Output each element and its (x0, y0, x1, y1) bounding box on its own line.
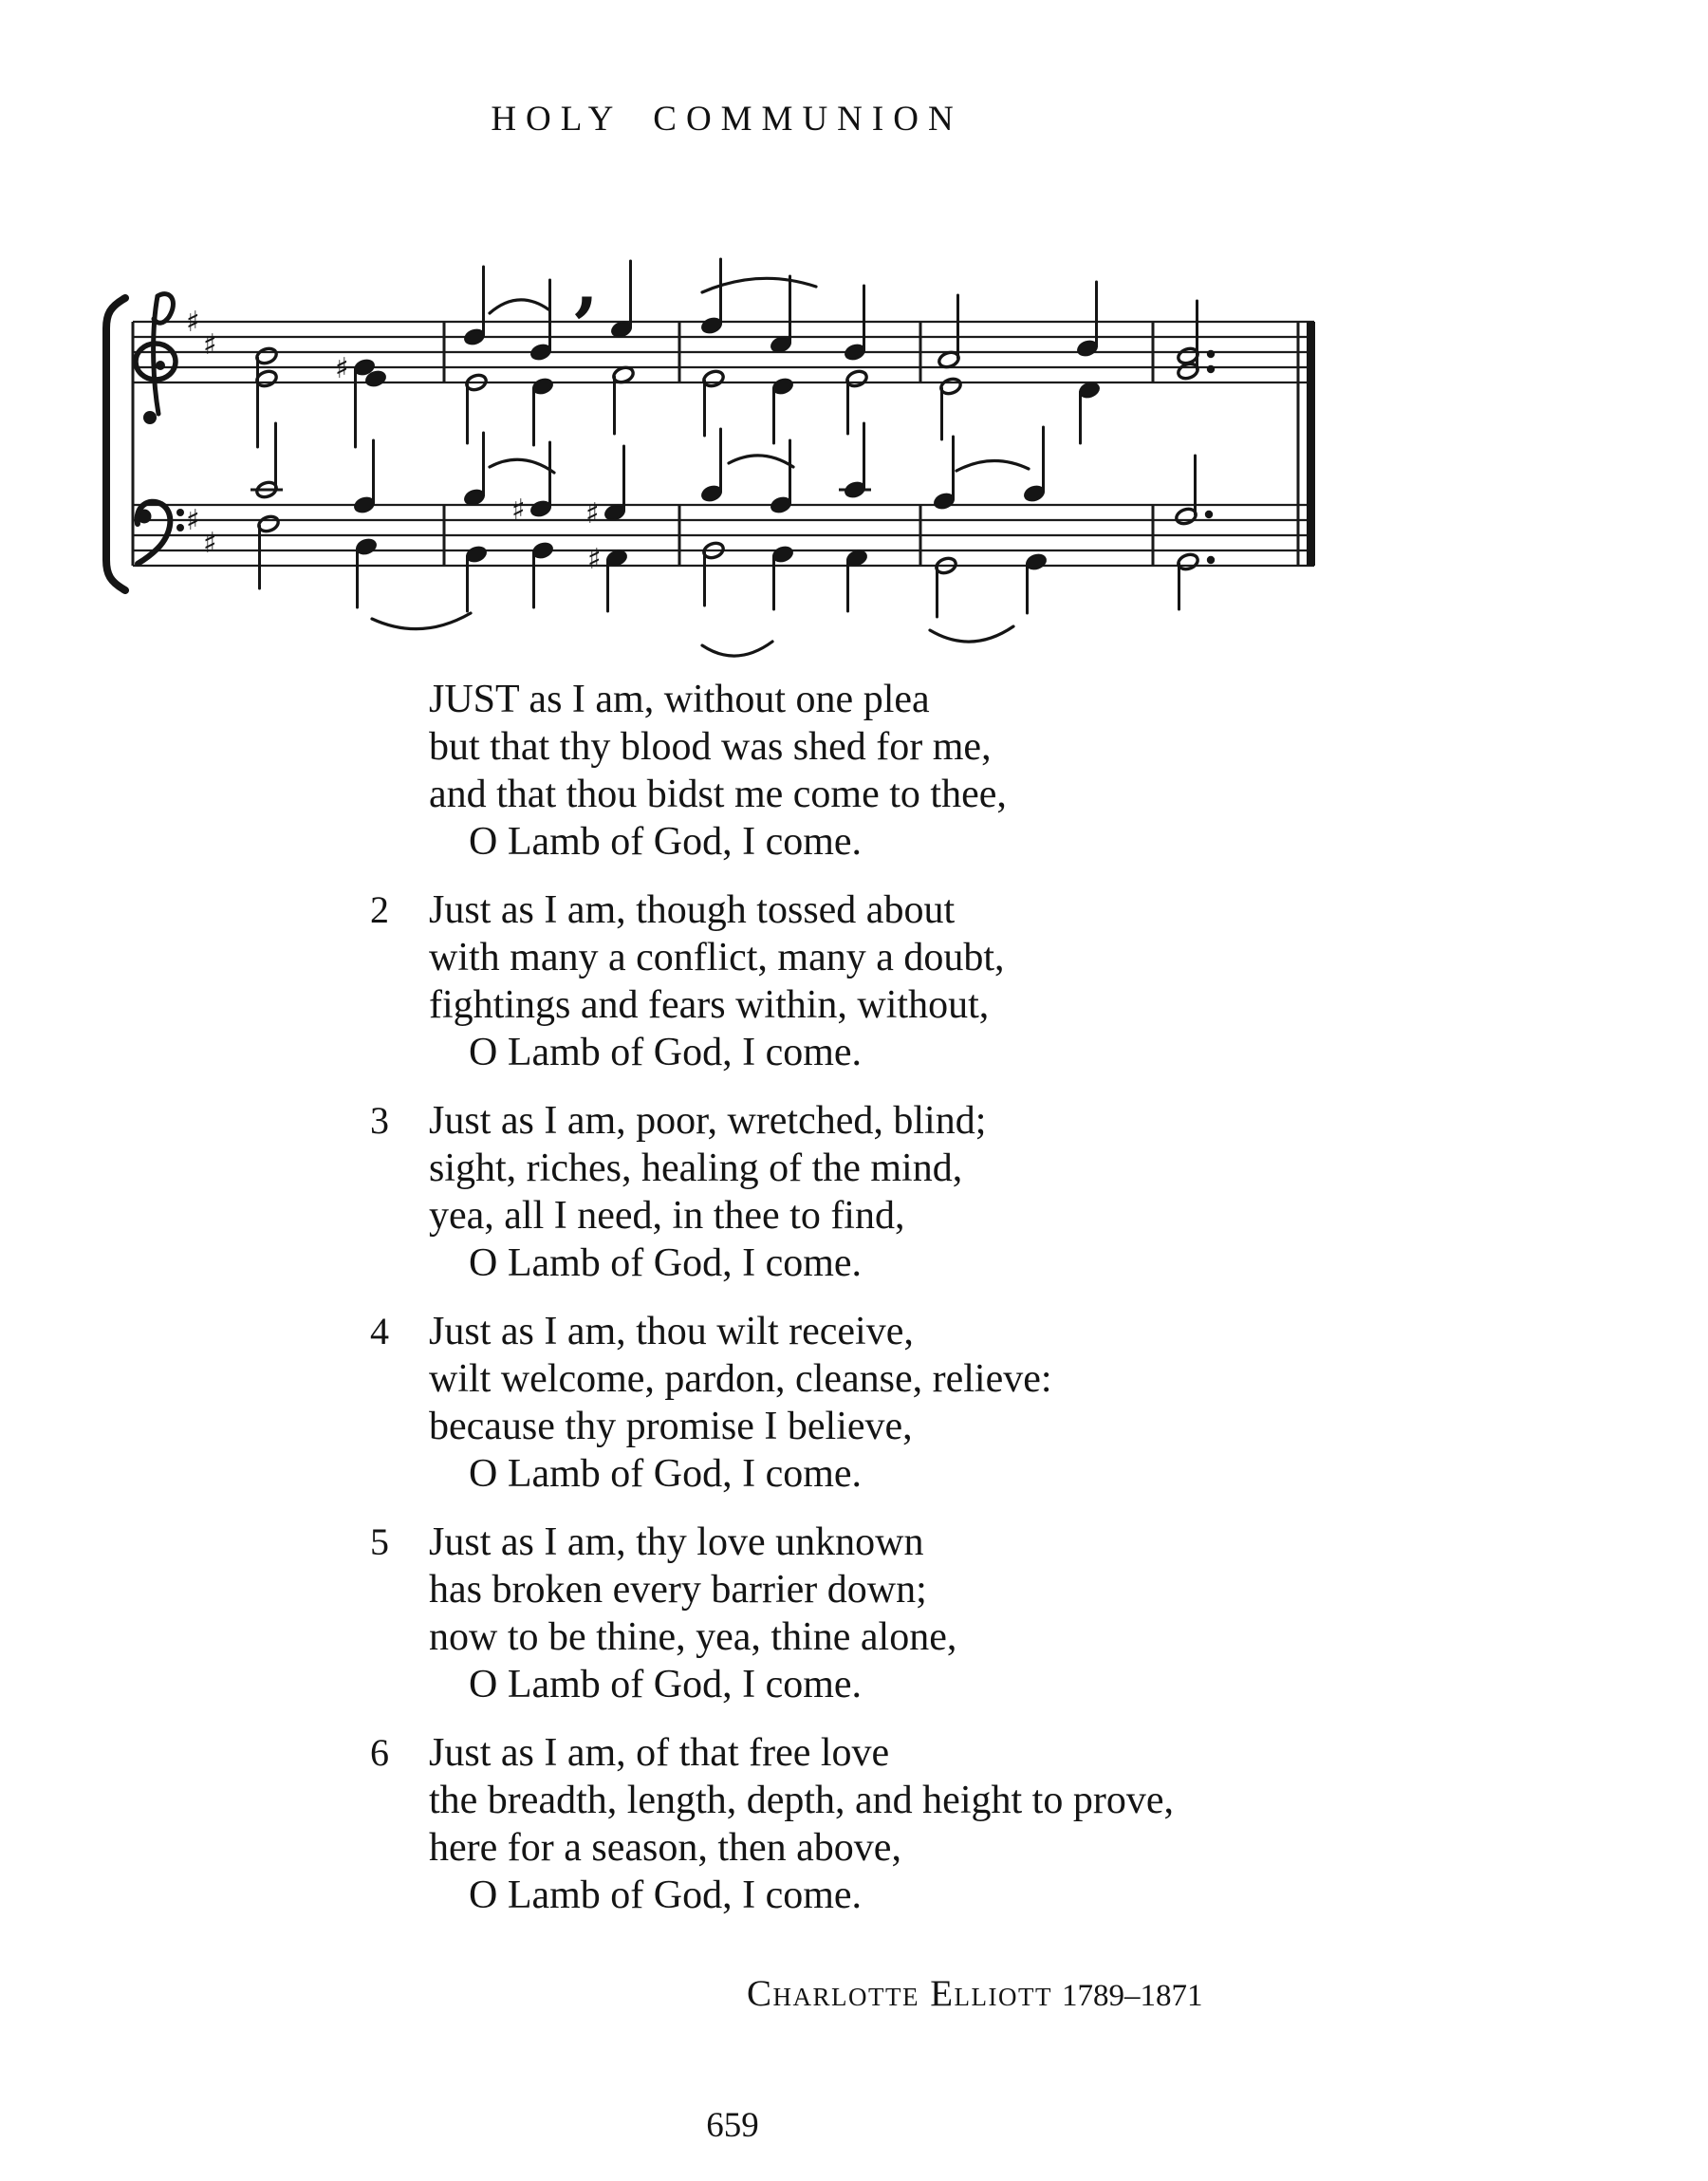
verse-line: wilt welcome, pardon, cleanse, relieve: (429, 1357, 1052, 1401)
note-event (531, 377, 555, 445)
open-notehead (255, 480, 279, 500)
refrain-line: O Lamb of God, I come. (469, 1031, 863, 1074)
filled-notehead (771, 377, 795, 397)
note-event (770, 276, 793, 354)
note-event (770, 440, 793, 514)
verse-line: Just as I am, thou wilt receive, (429, 1310, 914, 1353)
slur (490, 459, 554, 473)
note-event (935, 556, 958, 617)
filled-notehead (700, 316, 724, 336)
augmentation-dot (1207, 350, 1215, 358)
verse-number: 4 (370, 1310, 389, 1352)
note-event (839, 423, 871, 499)
page-number: 659 (706, 2106, 759, 2145)
final-barline-thick (1307, 322, 1315, 566)
slur (490, 300, 548, 313)
verse-line: JUST as I am, without one plea (429, 678, 930, 721)
note-event (771, 377, 795, 443)
verse-line: yea, all I need, in thee to find, (429, 1194, 905, 1238)
open-notehead (612, 365, 636, 385)
verse-line: fightings and fears within, without, (429, 983, 990, 1027)
open-notehead (845, 369, 869, 389)
author-name: Charlotte Elliott (747, 1973, 1053, 2014)
verse-line: the breadth, length, depth, and height to prove, (429, 1779, 1174, 1822)
filled-notehead (364, 369, 388, 389)
filled-notehead (771, 545, 795, 565)
verse-line: Just as I am, of that free love (429, 1731, 890, 1775)
open-notehead (939, 377, 963, 397)
hymn-verse (370, 1097, 1174, 1287)
filled-notehead (531, 377, 555, 397)
verse-line: sight, riches, healing of the mind, (429, 1146, 963, 1190)
verse-line: Just as I am, thy love unknown (429, 1520, 924, 1564)
open-notehead (1175, 507, 1198, 527)
note-event (933, 437, 956, 511)
filled-notehead (1078, 381, 1102, 401)
refrain-line: O Lamb of God, I come. (469, 820, 863, 864)
note-event (529, 280, 553, 362)
refrain-line: O Lamb of God, I come. (469, 1663, 863, 1706)
verse-number: 5 (370, 1520, 389, 1563)
accidental-sharp-icon: ♯ (511, 494, 526, 527)
open-notehead (702, 369, 726, 389)
hymn-verse (370, 1519, 1174, 1708)
note-event (1076, 282, 1100, 358)
filled-notehead (603, 503, 627, 523)
note-event (465, 545, 489, 611)
note-event (1078, 381, 1102, 443)
note-event (463, 267, 487, 346)
note-event (702, 369, 726, 436)
open-notehead (938, 350, 961, 370)
verse-number: 6 (370, 1731, 389, 1774)
filled-notehead (463, 488, 487, 508)
slur (956, 460, 1029, 471)
note-event (1177, 552, 1216, 609)
note-event (251, 423, 283, 499)
verse-line: here for a season, then above, (429, 1826, 901, 1870)
hymn-verse (370, 1308, 1174, 1498)
system-brace (106, 298, 125, 590)
filled-notehead (700, 484, 724, 504)
note-event (511, 442, 552, 527)
filled-notehead (355, 537, 379, 557)
verse-line: because thy promise I believe, (429, 1405, 913, 1448)
refrain-line: O Lamb of God, I come. (469, 1873, 863, 1917)
accidental-sharp-icon: ♯ (585, 497, 600, 531)
open-notehead (1177, 362, 1200, 382)
note-event (700, 429, 724, 503)
open-notehead (255, 346, 279, 366)
augmentation-dot (1207, 556, 1215, 564)
open-notehead (257, 514, 281, 534)
verse-line: Just as I am, though tossed about (429, 888, 956, 932)
author-dates: 1789–1871 (1062, 1979, 1203, 2013)
filled-notehead (531, 541, 555, 561)
augmentation-dot (1205, 511, 1213, 518)
verse-line: and that thou bidst me come to thee, (429, 773, 1007, 816)
filled-notehead (770, 335, 793, 355)
verse-line: now to be thine, yea, thine alone, (429, 1615, 957, 1659)
note-event (531, 541, 555, 607)
key-signature-sharp-icon: ♯ (203, 328, 217, 362)
note-event (465, 373, 489, 443)
treble-staff (133, 322, 1314, 382)
note-event (355, 537, 379, 607)
hymn-verses (370, 676, 1174, 1940)
filled-notehead (353, 358, 377, 378)
verse-line: with many a conflict, many a doubt, (429, 936, 1005, 979)
filled-notehead (844, 480, 867, 500)
note-event (610, 261, 634, 339)
filled-notehead (529, 499, 553, 519)
open-notehead (255, 369, 279, 389)
hymn-verse (429, 676, 1174, 866)
sheet-music-region (95, 171, 1347, 683)
sheet-music (95, 171, 1347, 683)
filled-notehead (463, 327, 487, 347)
note-event (1025, 552, 1049, 613)
note-event (587, 543, 628, 611)
slur (702, 642, 772, 656)
note-event (845, 369, 869, 434)
note-event (335, 352, 387, 447)
note-event (585, 446, 626, 531)
open-notehead (935, 556, 958, 576)
note-event (1023, 427, 1047, 503)
filled-notehead (770, 495, 793, 515)
augmentation-dot (1207, 365, 1215, 373)
filled-notehead (845, 549, 869, 569)
filled-notehead (529, 343, 553, 363)
filled-notehead (1025, 552, 1049, 572)
hymn-verse (370, 1729, 1174, 1919)
treble-clef-icon (136, 294, 176, 424)
note-event (771, 545, 795, 609)
filled-notehead (353, 495, 377, 515)
filled-notehead (465, 545, 489, 565)
bass-clef-icon (138, 502, 185, 564)
key-signature-sharp-icon: ♯ (186, 504, 200, 537)
note-event (257, 514, 281, 588)
refrain-line: O Lamb of God, I come. (469, 1241, 863, 1285)
note-event (1177, 301, 1216, 381)
note-event (700, 259, 724, 335)
author-credit (747, 1972, 1203, 2015)
slur (930, 626, 1013, 642)
open-notehead (1177, 346, 1200, 366)
section-header: HOLY COMMUNION (491, 100, 963, 139)
breath-mark-icon: , (574, 243, 599, 325)
verse-number: 3 (370, 1099, 389, 1142)
open-notehead (465, 373, 489, 393)
note-event (845, 549, 869, 611)
hymn-verse (370, 886, 1174, 1076)
verse-number: 2 (370, 888, 389, 931)
slur (729, 456, 793, 467)
verse-line: Just as I am, poor, wretched, blind; (429, 1099, 987, 1143)
filled-notehead (1076, 339, 1100, 359)
bass-staff (133, 505, 1314, 566)
key-signature-sharp-icon: ♯ (186, 306, 200, 339)
refrain-line: O Lamb of God, I come. (469, 1452, 863, 1496)
note-event (612, 365, 636, 434)
note-event (938, 295, 961, 369)
open-notehead (702, 541, 726, 561)
note-event (939, 377, 963, 439)
note-event (1175, 456, 1214, 526)
accidental-sharp-icon: ♯ (335, 352, 349, 385)
note-event (255, 346, 279, 447)
accidental-sharp-icon: ♯ (587, 543, 602, 576)
slur (372, 613, 471, 629)
verse-line: but that thy blood was shed for me, (429, 725, 992, 769)
verse-line: has broken every barrier down; (429, 1568, 927, 1612)
filled-notehead (1023, 484, 1047, 504)
filled-notehead (844, 343, 867, 363)
note-event (463, 433, 487, 507)
open-notehead (1177, 552, 1200, 572)
filled-notehead (610, 320, 634, 340)
filled-notehead (933, 492, 956, 512)
key-signature-sharp-icon: ♯ (203, 527, 217, 560)
slur (702, 278, 816, 292)
note-event (353, 440, 377, 514)
note-event (844, 286, 867, 362)
filled-notehead (605, 549, 629, 569)
note-event (702, 541, 726, 606)
